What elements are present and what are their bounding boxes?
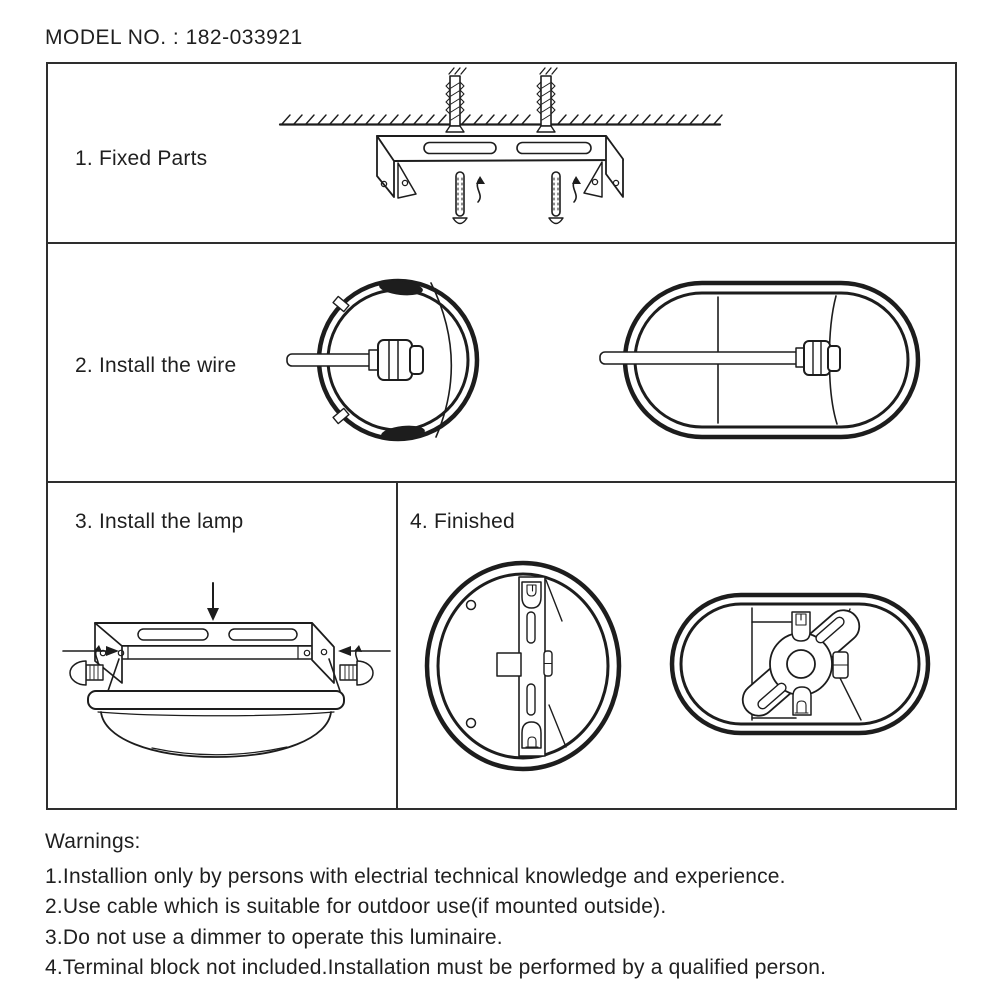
wire	[287, 354, 373, 366]
cable-gland	[378, 340, 412, 380]
step-label-install-wire: 2. Install the wire	[75, 354, 237, 377]
row-divider-2	[48, 481, 955, 483]
side-screw-icon	[338, 645, 390, 685]
center-hole	[787, 650, 815, 678]
oval-housing-wire	[600, 283, 918, 437]
oval-fixture-back	[672, 595, 928, 733]
warning-item: 3.Do not use a dimmer to operate this luminaire.	[45, 925, 503, 949]
round-fixture-back	[427, 563, 619, 769]
wire-entry-tab	[497, 653, 521, 676]
model-number: MODEL NO. : 182-033921	[45, 26, 303, 49]
step-label-fixed-parts: 1. Fixed Parts	[75, 147, 208, 170]
warning-item: 1.Installion only by persons with electrial technical knowledge and experience.	[45, 864, 786, 888]
ceiling-hatch	[282, 115, 722, 124]
row-divider-1	[48, 242, 955, 244]
warning-item: 4.Terminal block not included.Installation must be performed by a qualified person.	[45, 956, 827, 979]
wall-anchor-icon	[537, 68, 557, 132]
warnings-section	[45, 827, 826, 984]
install-lamp-diagram	[45, 580, 393, 795]
screw-icon	[453, 172, 485, 224]
lamp-bracket	[95, 623, 334, 683]
screw-hole	[467, 601, 476, 610]
column-divider	[396, 481, 398, 808]
lamp-body	[88, 659, 344, 757]
install-wire-diagram	[280, 255, 940, 475]
step-label-install-lamp: 3. Install the lamp	[75, 510, 244, 533]
round-housing-wire	[287, 279, 477, 443]
finished-diagram	[420, 555, 950, 790]
cable-gland	[804, 341, 830, 375]
screw-icon	[549, 172, 581, 224]
warning-item: 2.Use cable which is suitable for outdoor use(if mounted outside).	[45, 895, 667, 918]
warnings-title: Warnings:	[45, 830, 141, 853]
wire	[600, 352, 802, 364]
mounting-bracket	[377, 136, 623, 198]
step-label-finished: 4. Finished	[410, 510, 515, 533]
fixed-parts-diagram	[270, 66, 730, 235]
screw-hole	[467, 719, 476, 728]
diffuser-dome	[101, 712, 331, 757]
down-arrow-icon	[207, 583, 219, 621]
